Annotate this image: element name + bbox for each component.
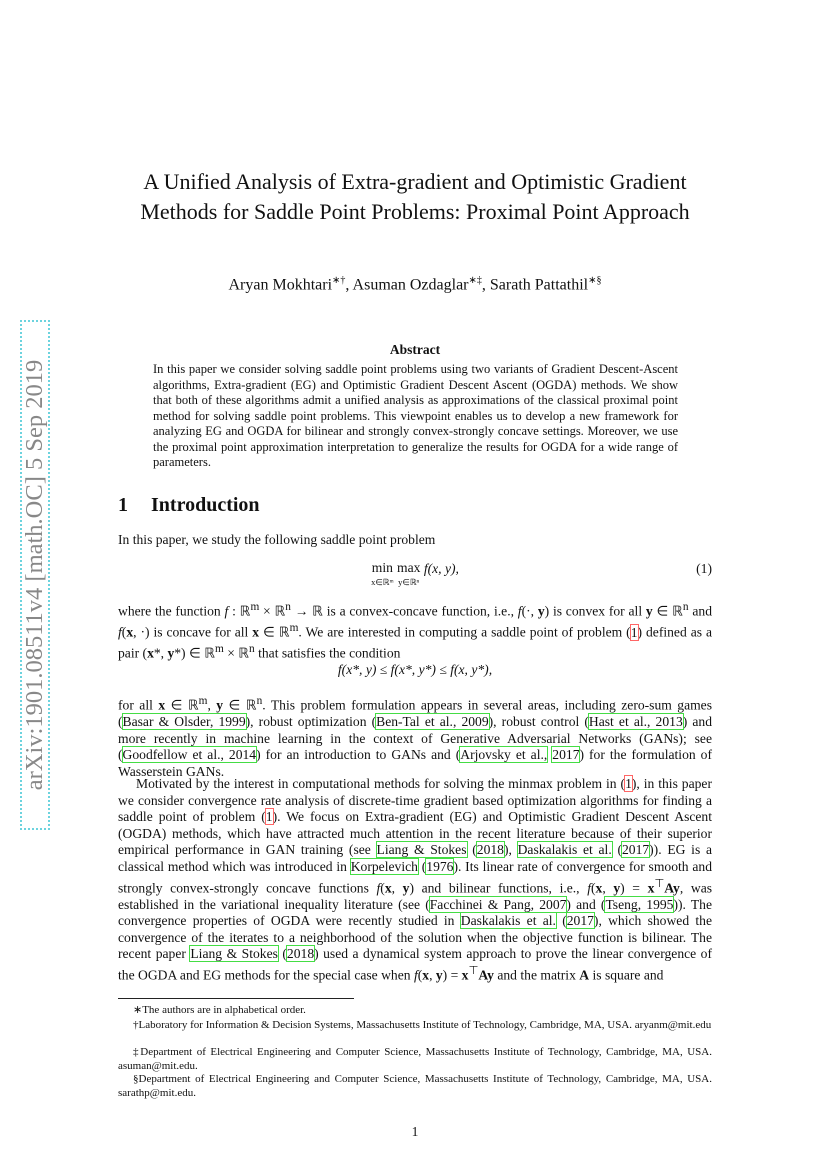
intro-line: In this paper, we study the following saddle point problem [118,532,436,547]
author-3: Sarath Pattathil [489,276,589,294]
citation-link[interactable]: 2018 [476,842,504,858]
citation-link[interactable]: Arjovsky et al., [460,747,548,763]
equation-1 [118,561,712,589]
citation-link[interactable]: Daskalakis et al. [460,913,556,929]
author-1: Aryan Mokhtari [228,276,333,294]
abstract-text: In this paper we consider solving saddle point problems using two variants of Gradient Descent-Ascent algorithms, Extra-gradient (EG) and Optimistic Gradient Descent Ascent (OGDA) methods. We show that both of these algorithms admit a unified analysis as approximations of the classical proximal point method for solving saddle point problems. This viewpoint enables us to develop a new framework for analyzing EG and OGDA for bilinear and strongly convex-strongly concave settings. Moreover, we use the proximal point approximation interpretation to generalize the results for OGDA for a wide range of parameters. [153,362,678,469]
paper-title: A Unified Analysis of Extra-gradient and Optimistic Gradient Methods for Saddle Point Problems: Proximal Point Approach [140,169,690,224]
para-motivation: Motivated by the interest in computational methods for solving the minmax problem in (1), in this paper we consider convergence rate analysis of discrete-time gradient based optimization algorithms for finding a saddle point of problem (1). We focus on Extra-gradient (EG) and Optimistic Gradient Descent Ascent (OGDA) methods, which have attracted much attention in the recent literature because of their superior empirical performance in GAN training (see Liang & Stokes (2018), Daskalakis et al. (2017)). EG is a classical method which was introduced in Korpelevich (1976). Its linear rate of convergence for smooth and strongly convex-strongly concave functions f(x, y) and bilinear functions, i.e., f(x, y) = x⊤Ay, was established in the variational inequality literature (see (Facchinei & Pang, 2007) and (Tseng, 1995)). The convergence properties of OGDA were recently studied in Daskalakis et al. (2017), which showed the convergence of the iterates to a neighborhood of the solution when the objective function is bilinear. The recent paper Liang & Stokes (2018) used a dynamical system approach to prove the linear convergence of the OGDA and EG methods for the special case when f(x, y) = x⊤Ay and the matrix A is square and [118,776,713,983]
eq1-min: min [371,560,393,575]
section-title: Introduction [151,494,260,516]
citation-link[interactable]: Facchinei & Pang, 2007 [429,896,567,912]
citation-link[interactable]: Basar & Olsder, 1999 [122,714,246,730]
author-1-mark: ∗† [332,275,346,286]
citation-link[interactable]: Liang & Stokes [376,842,467,858]
citation-link[interactable]: 2018 [286,946,315,962]
author-3-mark: ∗§ [588,275,602,286]
citation-link[interactable]: Ben-Tal et al., 2009 [376,714,489,730]
section-number: 1 [118,494,128,516]
citation-link[interactable]: 2017 [566,913,594,929]
citation-link[interactable]: 2017 [552,747,580,763]
arxiv-stamp [6,320,56,835]
citation-link[interactable]: Liang & Stokes [190,946,278,962]
eq1-max-sub: y∈ℝⁿ [398,577,420,587]
footnote-2: †Laboratory for Information & Decision Systems, Massachusetts Institute of Technology, Cambridge, MA, USA. aryanm@mit.edu [133,1019,712,1031]
author-list: Aryan Mokhtari∗†, Asuman Ozdaglar∗‡, Sarath Pattathil∗§ [228,275,602,294]
citation-link[interactable]: 1976 [426,858,454,874]
author-2: Asuman Ozdaglar [352,276,469,294]
footnote-1: ∗The authors are in alphabetical order. [133,1004,306,1016]
equation-2 [118,662,712,682]
eq2-text: f(x*, y) ≤ f(x*, y*) ≤ f(x, y*), [337,662,493,677]
page-number: 1 [411,1124,419,1139]
citation-link[interactable]: Goodfellow et al., 2014 [122,747,257,763]
citation-link[interactable]: Daskalakis et al. [517,842,612,858]
citation-link[interactable]: Tseng, 1995 [605,896,674,912]
equation-ref[interactable]: 1 [265,809,273,825]
para-applications: for all x ∈ ℝ$^m$, y ∈ ℝ$^n$. This problem formulation appears in several areas, including zero-sum games (Basar & Olsder, 1999), robust optimization (Ben-Tal et al., 2009), robust control (Hast et al., 2013) and more recently in machine learning in the context of Generative Adversarial Networks (GANs); see (Goodfellow et al., 2014) for an introduction to GANs and (Arjovsky et al., 2017) for the formulation of Wasserstein GANs. [118,695,713,779]
eq1-min-sub: x∈ℝᵐ [371,577,394,587]
abstract-heading: Abstract [389,342,441,357]
eq1-tag: (1) [696,561,712,576]
equation-ref[interactable]: 1 [630,624,638,640]
citation-link[interactable]: 2017 [621,842,650,858]
author-2-mark: ∗‡ [468,275,482,286]
arxiv-stamp-text: arXiv:1901.08511v4 [math.OC] 5 Sep 2019 [21,359,48,791]
para-definition: where the function f : ℝ$^m$ × ℝ$^n$ → ℝ is a convex-concave function, i.e., f(·, y) is convex for all y ∈ ℝ$^n$ and f(x, ·) is concave for all x ∈ ℝ$^m$. We are interested in computing a saddle point of problem (1) defined as a pair (x*, y*) ∈ ℝ$^m$ × ℝ$^n$ that satisfies the condition [118,601,713,661]
footnote-rule [118,998,354,999]
eq1-function: f(x, y), [423,561,459,576]
footnote-4: §Department of Electrical Engineering and Computer Science, Massachusetts Institute of Technology, Cambridge, MA, USA. sarathp@mit.edu. [118,1073,712,1099]
citation-link[interactable]: Hast et al., 2013 [588,714,683,730]
citation-link[interactable]: Korpelevich [350,858,418,874]
equation-ref[interactable]: 1 [625,776,632,791]
section-heading [118,494,260,517]
eq1-max: max [397,560,421,575]
footnote-3: ‡Department of Electrical Engineering and Computer Science, Massachusetts Institute of Technology, Cambridge, MA, USA. asuman@mit.edu. [118,1046,712,1072]
